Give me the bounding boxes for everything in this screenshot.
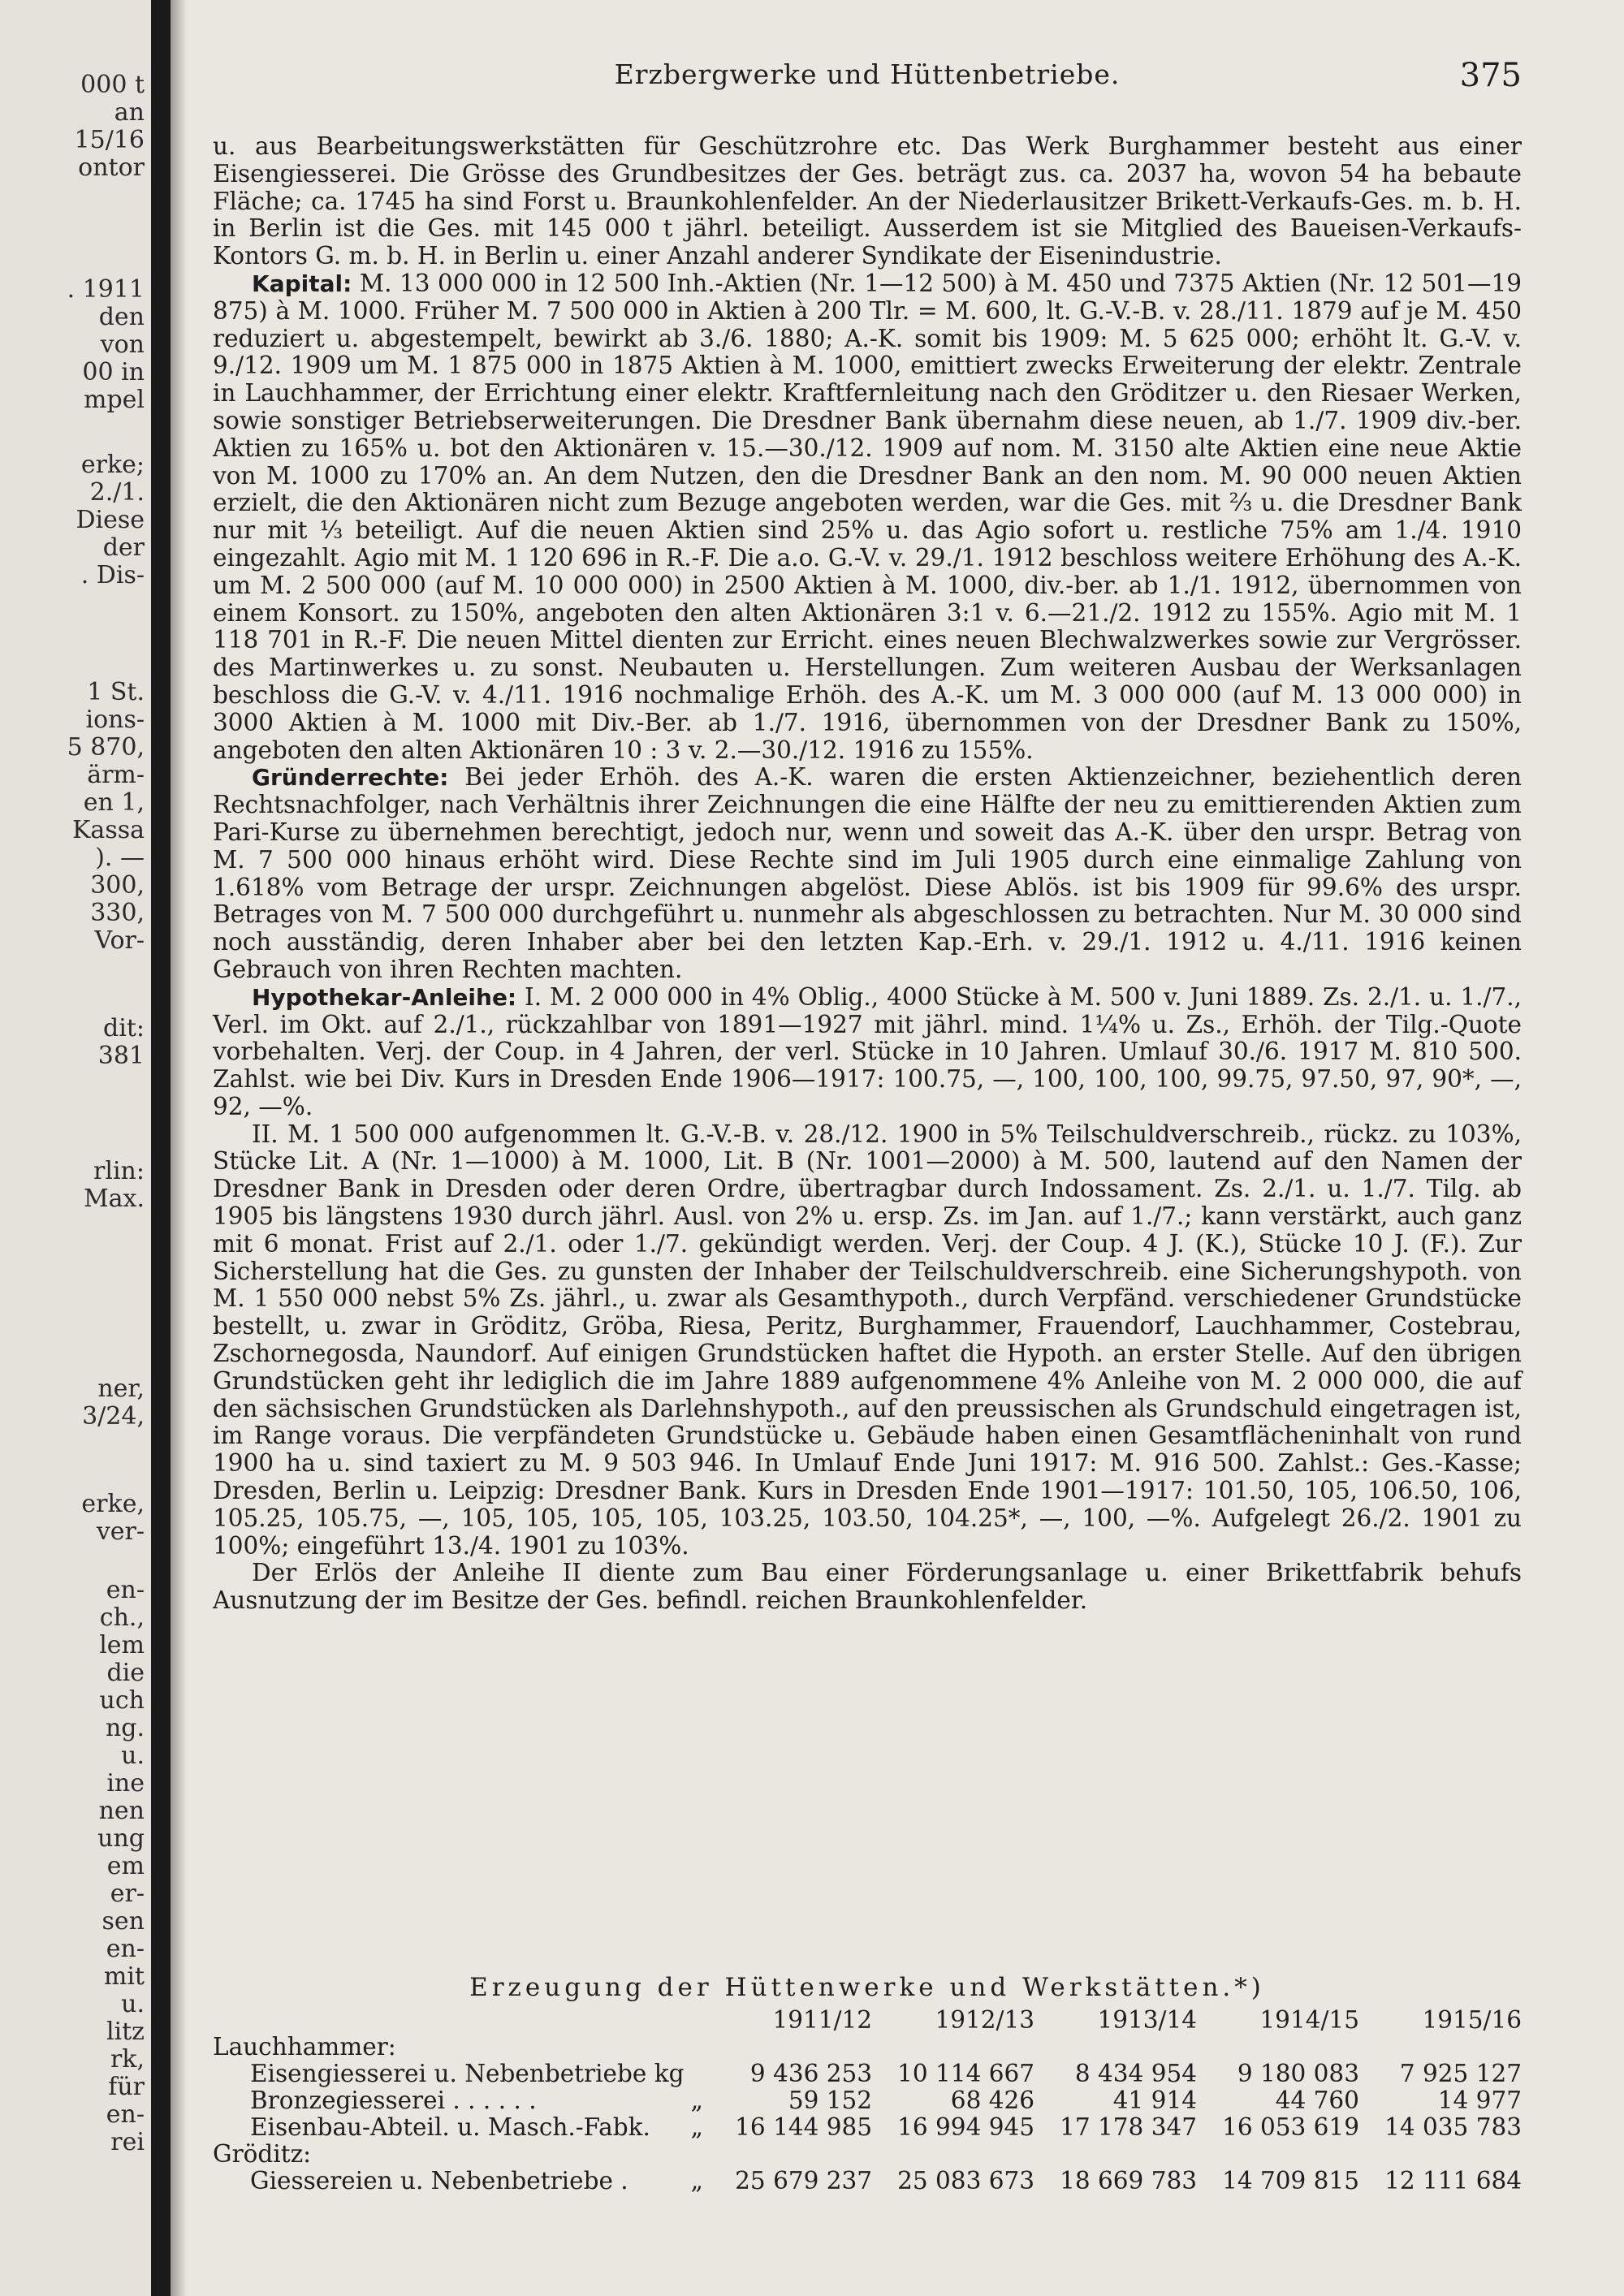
paragraph-text: II. M. 1 500 000 aufgenommen lt. G.-V.-B. v. 28./12. 1900 in 5% Teilschuldverschreib., rückz. zu 103%, Stücke Lit. A (Nr. 1—1000) à M. 1000, Lit. B (Nr. 1001—2000) à M. 500, lautend auf den Namen der Dresdner Bank in Dresden oder deren Ordre, übertragbar durch Indossament. Zs. 2./1. u. 1./7. Tilg. ab 1905 bis längstens 1930 durch jährl. Ausl. von 2% u. ersp. Zs. im Jan. auf 1./7.; kann verstärkt, auch ganz mit 6 monat. Frist auf 2./1. oder 1./7. gekündigt werden. Verj. der Coup. 4 J. (K.), Stücke 10 J. (F.). Zur Sicherstellung hat die Ges. zu gunsten der Inhaber der Teilschuldverschreib. eine Sicherungshypoth. von M. 1 550 000 nebst 5% Zs. jährl., u. zwar als Gesamthypoth., durch Verpfänd. verschiedener Grundstücke bestellt, u. zwar in Gröditz, Gröba, Riesa, Peritz, Burghammer, Frauendorf, Lauchhammer, Costebrau, Zschornegosda, Naundorf. Auf einigen Grundstücken haftet die Hypoth. an erster Stelle. Auf den übrigen Grundstücken geht ihr lediglich die im Jahre 1889 aufgenommene 4% Anleihe von M. 2 000 000, die auf den sächsischen Grundstücken als Darlehnshypoth., auf den preussischen als Grundschuld eingetragen ist, im Range voraus. Die verpfändeten Grundstücke u. Gebäude haben einen Gesamtflächeninhalt von rund 1900 ha u. sind taxiert zu M. 9 503 946. In Umlauf Ende Juni 1917: M. 916 500. Zahlst.: Ges.-Kasse; Dresden, Berlin u. Leipzig: Dresdner Bank. Kurs in Dresden Ende 1901—1917: 101.50, 105, 106.50, 106, 105.25, 105.75, —, 105, 105, 105, 105, 103.25, 103.50, 104.25*, —, 100, —%. Aufgelegt 26./2. 1901 zu 100%; eingeführt 13./4. 1901 zu 103%. bbox=[213, 1120, 1522, 1560]
margin-fragment: en- bbox=[106, 1935, 145, 1963]
margin-fragment: ng. bbox=[105, 1714, 145, 1742]
running-head bbox=[213, 57, 1522, 96]
value-cell: 14 709 815 bbox=[1222, 2167, 1359, 2195]
value-cell: 14 035 783 bbox=[1384, 2113, 1522, 2141]
page-number: 375 bbox=[1459, 57, 1522, 94]
section-lead: Gründerrechte: bbox=[252, 764, 449, 792]
row-label: Giessereien u. Nebenbetriebe . bbox=[250, 2167, 628, 2195]
row-unit: „ bbox=[690, 2113, 703, 2141]
production-row bbox=[213, 2114, 1522, 2141]
value-cell bbox=[1359, 2141, 1522, 2168]
value-cell: 16 053 619 bbox=[1222, 2113, 1359, 2141]
margin-fragment: rei bbox=[110, 2128, 145, 2156]
margin-fragment: 300, bbox=[90, 871, 145, 900]
margin-fragment: 3/24, bbox=[82, 1402, 145, 1431]
margin-fragment: 381 bbox=[97, 1042, 145, 1070]
value-cell: 25 083 673 bbox=[897, 2167, 1035, 2195]
row-unit: „ bbox=[690, 2167, 703, 2195]
margin-fragment: nen bbox=[98, 1797, 145, 1825]
paragraph-text: Bei jeder Erhöh. des A.-K. waren die ersten Aktienzeichner, beziehentlich deren Rechtsnachfolger, nach Verhältnis ihrer Zeichnungen die eine Hälfte der neu zu emittierenden Aktien zum Pari-Kurse zu übernehmen berechtigt, jedoch nur, wenn und soweit das A.-K. über den urspr. Betrag von M. 7 500 000 hinaus erhöht wird. Diese Rechte sind im Juli 1905 durch eine einmalige Zahlung von 1.618% vom Betrage der urspr. Zeichnungen abgelöst. Diese Ablös. ist bis 1909 für 99.6% des urspr. Betrages von M. 7 500 000 durchgeführt u. nunmehr als abgeschlossen zu betrachten. Nur M. 30 000 sind noch ausständig, deren Inhaber aber bei den letzten Kap.-Erh. v. 29./1. 1912 u. 4./11. 1916 keinen Gebrauch von ihren Rechten machten. bbox=[213, 763, 1522, 983]
header-blank-cell bbox=[213, 2007, 685, 2034]
paragraph bbox=[213, 764, 1522, 983]
production-row bbox=[213, 2034, 1522, 2061]
row-unit bbox=[685, 2141, 710, 2168]
row-unit bbox=[685, 2061, 710, 2087]
margin-fragment: ner, bbox=[97, 1375, 145, 1403]
value-cell: 7 925 127 bbox=[1399, 2060, 1522, 2087]
margin-fragment: 5 870, bbox=[67, 733, 145, 762]
paragraph-text: Der Erlös der Anleihe II diente zum Bau einer Förderungsanlage u. einer Brikettfabrik behufs Ausnutzung der im Besitze der Ges. befindl. reichen Braunkohlenfelder. bbox=[213, 1559, 1522, 1615]
paragraph-text: M. 13 000 000 in 12 500 Inh.-Aktien (Nr. 1—12 500) à M. 450 und 7375 Aktien (Nr. 12 501—19 875) à M. 1000. Früher M. 7 500 000 in Aktien à 200 Tlr. = M. 600, lt. G.-V.-B. v. 28./11. 1879 auf je M. 450 reduziert u. abgestempelt, bewirkt ab 3./6. 1880; A.-K. somit bis 1909: M. 5 625 000; erhöht lt. G.-V. v. 9./12. 1909 um M. 1 875 000 in 1875 Aktien à M. 1000, emittiert zwecks Erweiterung der elektr. Zentrale in Lauchhammer, der Errichtung einer elektr. Kraftfernleitung nach den Gröditzer u. den Riesaer Werken, sowie sonstiger Betriebserweiterungen. Die Dresdner Bank übernahm diese neuen, ab 1./7. 1909 div.-ber. Aktien zu 165% u. bot den Aktionären v. 15.—30./12. 1909 auf nom. M. 3150 alte Aktien eine neue Aktie von M. 1000 zu 170% an. An dem Nutzen, den die Dresdner Bank an den nom. M. 90 000 neuen Aktien erzielt, die den Aktionären nicht zum Bezuge angeboten werden, war die Ges. mit ⅔ u. die Dresdner Bank nur mit ⅓ beteiligt. Auf die neuen Aktien sind 25% u. das Agio sofort u. restliche 75% am 1./4. 1910 eingezahlt. Agio mit M. 1 120 696 in R.-F. Die a.o. G.-V. v. 29./1. 1912 beschloss weitere Erhöhung des A.-K. um M. 2 500 000 (auf M. 10 000 000) in 2500 Aktien à M. 1000, div.-ber. ab 1./1. 1912, übernommen von einem Konsort. zu 150%, angeboten den alten Aktionären 3:1 v. 6.—21./2. 1912 zu 155%. Agio mit M. 1 118 701 in R.-F. Die neuen Mittel dienten zur Erricht. eines neuen Blechwalzwerkes sowie zur Vergrösser. des Martinwerkes u. zu sonst. Neubauten u. Herstellungen. Zum weiteren Ausbau der Werksanlagen beschloss die G.-V. v. 4./11. 1916 nochmalige Erhöh. des A.-K. um M. 3 000 000 (auf M. 13 000 000) in 3000 Aktien à M. 1000 mit Div.-Ber. ab 1./7. 1916, übernommen von der Dresdner Bank zu 150%, angeboten den alten Aktionären 10 : 3 v. 2.—30./12. 1916 zu 155%. bbox=[213, 269, 1522, 764]
book-gutter bbox=[151, 0, 171, 2296]
margin-fragment: litz bbox=[106, 2018, 145, 2046]
value-cell: 59 152 bbox=[788, 2087, 873, 2114]
margin-fragment: die bbox=[106, 1659, 145, 1687]
margin-fragment: en- bbox=[106, 1576, 145, 1604]
value-cell bbox=[872, 2034, 1034, 2061]
year-header: 1913/14 bbox=[1097, 2006, 1197, 2034]
value-cell: 25 679 237 bbox=[735, 2167, 873, 2195]
margin-fragment: 2./1. bbox=[89, 478, 145, 507]
margin-fragment: 00 in bbox=[82, 358, 145, 386]
margin-fragment: er- bbox=[110, 1880, 145, 1908]
margin-fragment: dit: bbox=[103, 1014, 145, 1042]
value-cell bbox=[872, 2141, 1034, 2168]
paragraph bbox=[213, 1121, 1522, 1560]
value-cell: 41 914 bbox=[1112, 2087, 1197, 2114]
header-blank-cell bbox=[685, 2007, 710, 2034]
margin-fragment: den bbox=[98, 303, 145, 331]
paragraph bbox=[213, 270, 1522, 764]
section-lead: Hypothekar-Anleihe: bbox=[252, 983, 517, 1011]
margin-fragment: ions- bbox=[85, 706, 145, 734]
gutter-shadow bbox=[171, 0, 187, 2296]
row-label: Lauchhammer: bbox=[213, 2033, 396, 2061]
year-header: 1911/12 bbox=[772, 2006, 873, 2034]
value-cell: 17 178 347 bbox=[1060, 2113, 1197, 2141]
margin-fragment: erke, bbox=[81, 1490, 145, 1518]
paragraph-text: I. M. 2 000 000 in 4% Oblig., 4000 Stücke à M. 500 v. Juni 1889. Zs. 2./1. u. 1./7., Verl. im Okt. auf 2./1., rückzahlbar von 1891—1927 mit jährl. mind. 1¼% u. Zs., Erhöh. der Tilg.-Quote vorbehalten. Verj. der Coup. in 4 Jahren, der verl. Stücke in 10 Jahren. Umlauf 30./6. 1917 M. 810 500. Zahlst. wie bei Div. Kurs in Dresden Ende 1906—1917: 100.75, —, 100, 100, 100, 99.75, 97.50, 97, 90*, —, 92, —%. bbox=[213, 982, 1522, 1120]
row-label: Eisenbau-Abteil. u. Masch.-Fabk. bbox=[250, 2113, 650, 2141]
margin-fragment: für bbox=[108, 2073, 145, 2101]
value-cell: 18 669 783 bbox=[1060, 2167, 1197, 2195]
value-cell: 44 760 bbox=[1275, 2087, 1359, 2114]
value-cell: 9 180 083 bbox=[1237, 2060, 1359, 2087]
margin-fragment: Max. bbox=[83, 1185, 145, 1213]
margin-fragment: lem bbox=[99, 1631, 145, 1659]
section-lead: Kapital: bbox=[252, 270, 352, 297]
row-label: Gröditz: bbox=[213, 2140, 312, 2168]
value-cell bbox=[710, 2034, 872, 2061]
margin-fragment: uch bbox=[99, 1686, 145, 1715]
year-header: 1915/16 bbox=[1422, 2006, 1522, 2034]
margin-fragment: 1 St. bbox=[87, 678, 145, 706]
value-cell bbox=[1197, 2141, 1359, 2168]
margin-fragment: ine bbox=[106, 1769, 145, 1798]
production-section bbox=[213, 1973, 1522, 2195]
production-table-title: Erzeugung der Hüttenwerke und Werkstätten.*) bbox=[469, 1973, 1265, 2002]
margin-fragment: 330, bbox=[90, 899, 145, 927]
margin-fragment: 15/16 bbox=[74, 126, 145, 154]
margin-fragment: von bbox=[100, 330, 145, 359]
paragraph bbox=[213, 133, 1522, 270]
production-row bbox=[213, 2061, 1522, 2087]
margin-fragment: ontor bbox=[78, 153, 145, 182]
value-cell: 9 436 253 bbox=[749, 2060, 873, 2087]
production-row bbox=[213, 2087, 1522, 2114]
margin-fragment: en 1, bbox=[83, 788, 145, 817]
margin-fragment: em bbox=[106, 1852, 145, 1880]
margin-fragment: rlin: bbox=[93, 1157, 145, 1185]
value-cell bbox=[1034, 2141, 1197, 2168]
margin-fragment: Diese bbox=[76, 506, 145, 534]
row-unit bbox=[685, 2034, 710, 2061]
year-header: 1914/15 bbox=[1259, 2006, 1359, 2034]
production-row bbox=[213, 2141, 1522, 2168]
margin-fragment: u. bbox=[121, 1990, 145, 2018]
paragraph-text: u. aus Bearbeitungswerkstätten für Geschützrohre etc. Das Werk Burghammer besteht aus einer Eisengiesserei. Die Grösse des Grundbesitzes der Ges. beträgt zus. ca. 2037 ha, wovon 54 ha bebaute Fläche; ca. 1745 ha sind Forst u. Braunkohlenfelder. An der Niederlausitzer Brikett-Verkaufs-Ges. m. b. H. in Berlin ist die Ges. mit 145 000 t jährl. beteiligt. Ausserdem ist sie Mitglied des Baueisen-Verkaufs-Kontors G. m. b. H. in Berlin u. einer Anzahl anderer Syndikate der Eisenindustrie. bbox=[213, 132, 1522, 270]
production-table-body bbox=[213, 2034, 1522, 2195]
value-cell: 12 111 684 bbox=[1384, 2167, 1522, 2195]
margin-fragment: ch., bbox=[99, 1603, 145, 1632]
value-cell: 16 994 945 bbox=[897, 2113, 1035, 2141]
value-cell: 10 114 667 bbox=[897, 2060, 1035, 2087]
adjacent-page-margin bbox=[0, 0, 151, 2296]
book-page bbox=[213, 57, 1522, 2249]
value-cell: 68 426 bbox=[950, 2087, 1035, 2114]
margin-fragment: mpel bbox=[84, 386, 145, 414]
margin-fragment: ver- bbox=[96, 1517, 145, 1546]
production-table bbox=[213, 2007, 1522, 2195]
value-cell: 8 434 954 bbox=[1074, 2060, 1197, 2087]
margin-fragment: en- bbox=[106, 2100, 145, 2129]
margin-fragment: der bbox=[102, 533, 145, 562]
year-header: 1912/13 bbox=[935, 2006, 1035, 2034]
margin-fragment: sen bbox=[102, 1907, 145, 1936]
row-label: Bronzegiesserei . . . . . . bbox=[250, 2087, 537, 2114]
page-header-title: Erzbergwerke und Hüttenbetriebe. bbox=[614, 58, 1121, 90]
value-cell bbox=[1359, 2034, 1522, 2061]
value-cell: 14 977 bbox=[1437, 2087, 1522, 2114]
value-cell bbox=[710, 2141, 872, 2168]
margin-fragment: u. bbox=[121, 1741, 145, 1770]
value-cell: 16 144 985 bbox=[735, 2113, 873, 2141]
margin-fragment: Vor- bbox=[94, 926, 145, 955]
margin-fragment: ung bbox=[97, 1824, 145, 1853]
margin-fragment: 000 t bbox=[80, 71, 145, 99]
margin-fragment: ). — bbox=[95, 844, 145, 872]
row-label: Eisengiesserei u. Nebenbetriebe kg bbox=[250, 2060, 685, 2087]
value-cell bbox=[1197, 2034, 1359, 2061]
production-header-row bbox=[213, 2007, 1522, 2034]
margin-fragment: . Dis- bbox=[80, 561, 145, 589]
paragraph bbox=[213, 1560, 1522, 1615]
row-unit: „ bbox=[690, 2087, 703, 2114]
paragraph bbox=[213, 984, 1522, 1121]
margin-fragment: ärm- bbox=[87, 761, 145, 789]
margin-fragment: an bbox=[114, 98, 145, 127]
margin-fragment: erke; bbox=[80, 451, 145, 479]
production-row bbox=[213, 2168, 1522, 2195]
margin-fragment: rk, bbox=[110, 2045, 145, 2074]
margin-fragment: . 1911 bbox=[67, 275, 145, 304]
value-cell bbox=[1034, 2034, 1197, 2061]
margin-fragment: Kassa bbox=[72, 816, 145, 844]
body-text bbox=[213, 133, 1522, 1615]
margin-fragment: mit bbox=[103, 1962, 145, 1991]
